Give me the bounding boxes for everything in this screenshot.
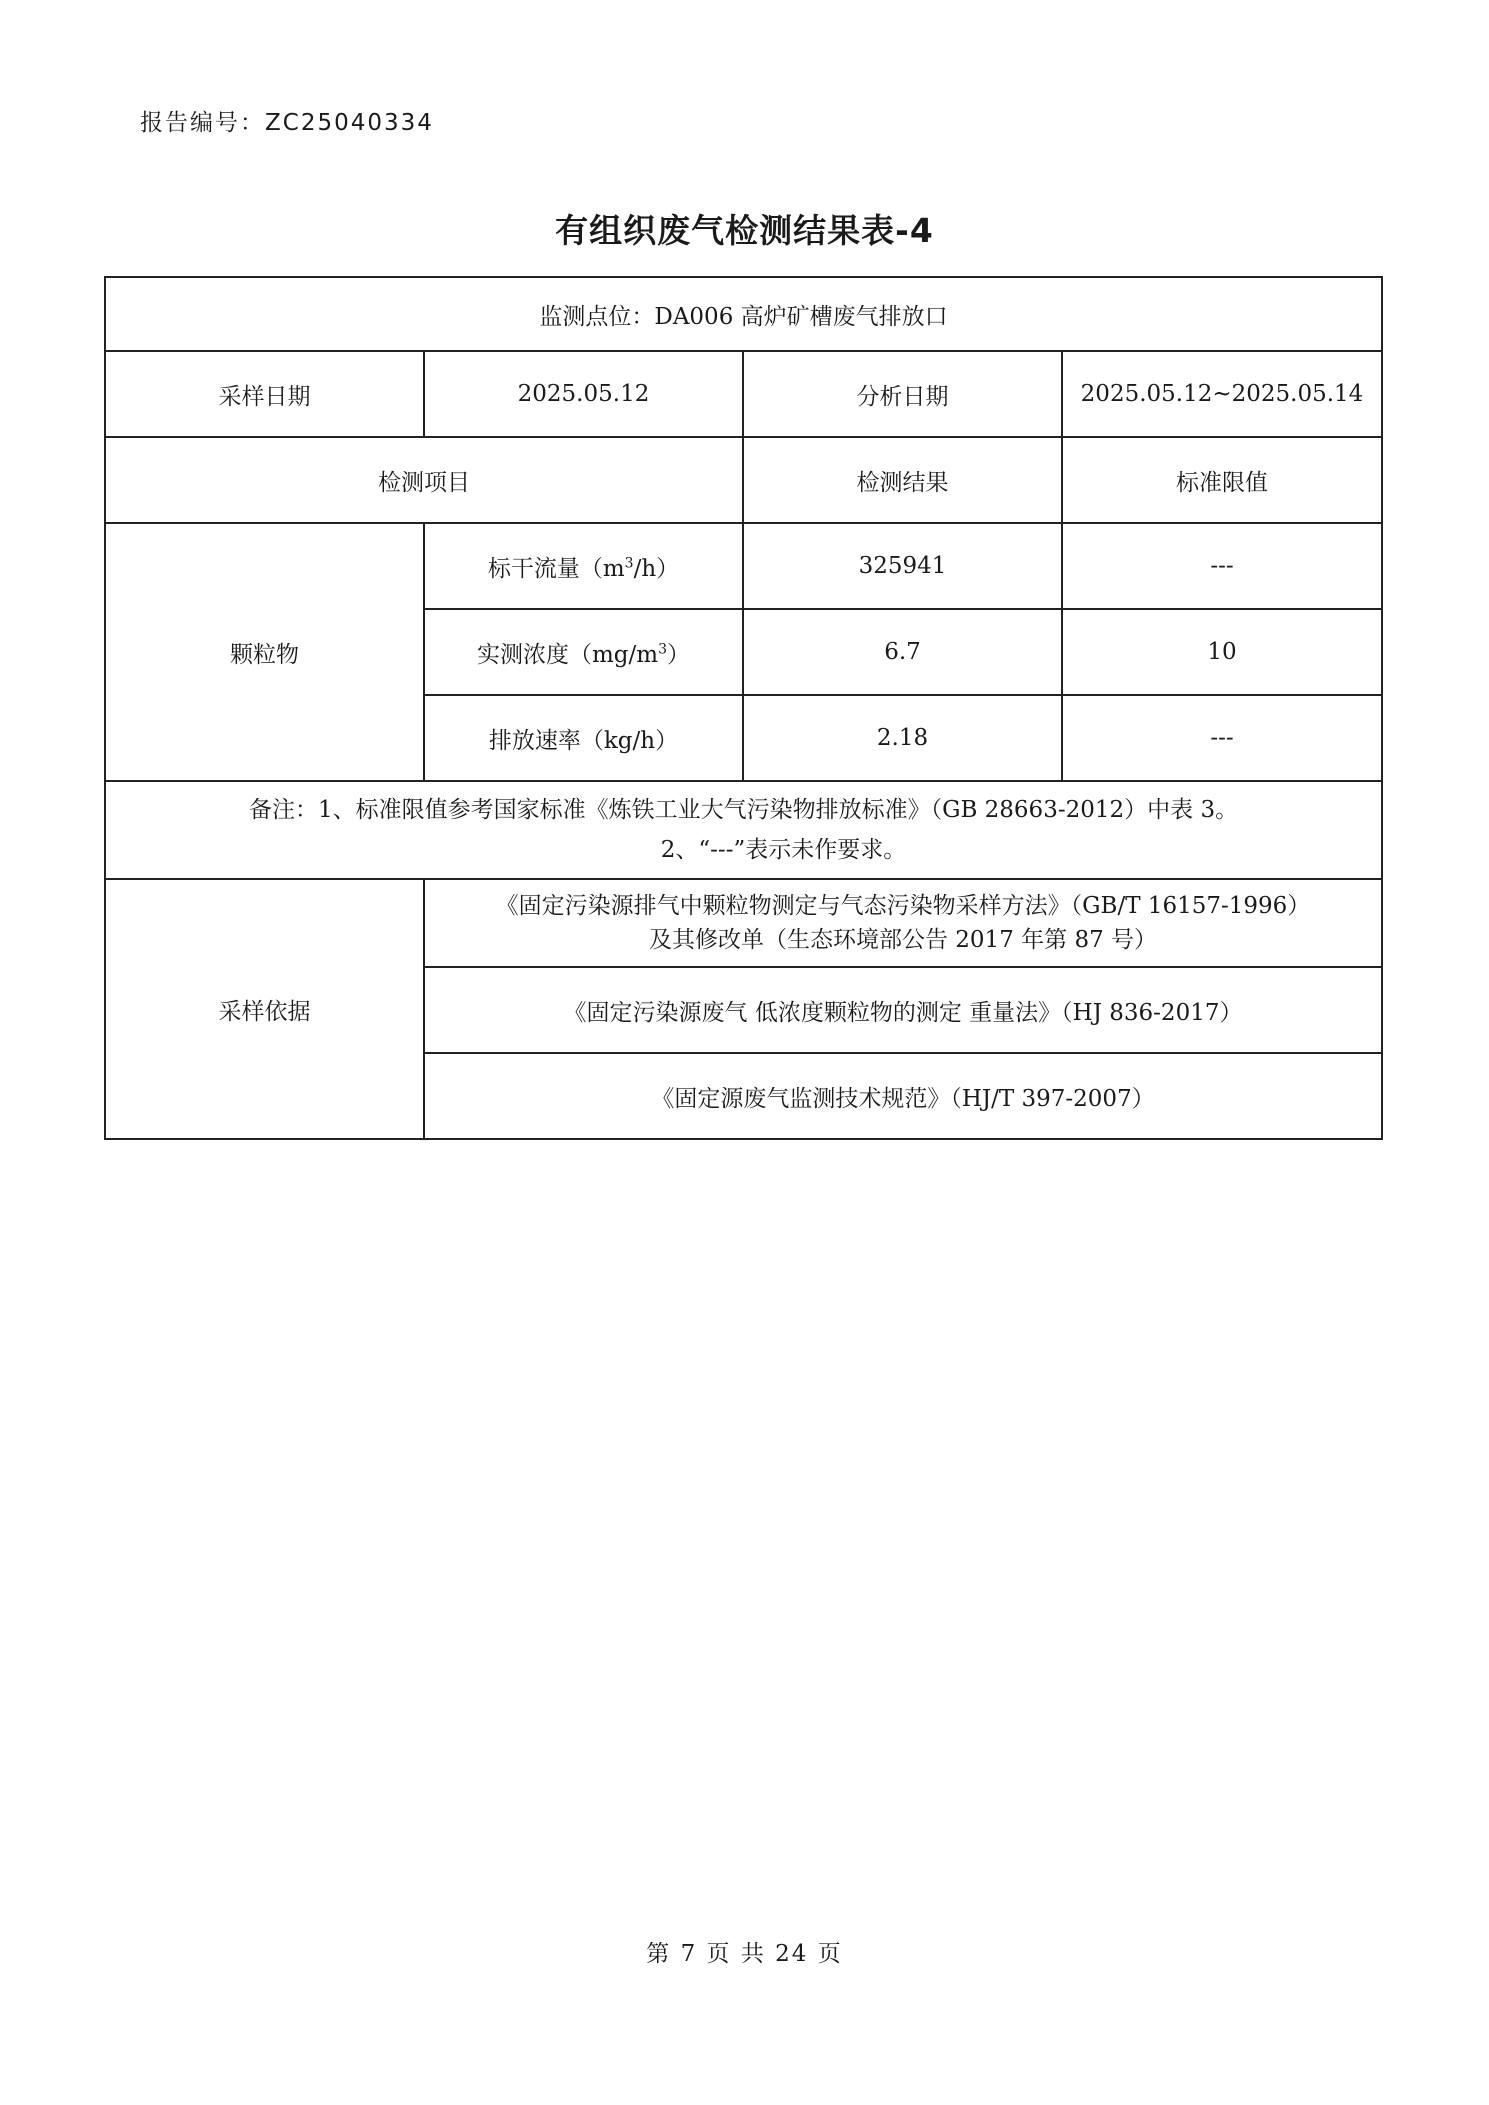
row-result: 6.7 xyxy=(743,609,1062,695)
row-limit: --- xyxy=(1062,695,1382,781)
param-name-sup: 3 xyxy=(658,640,667,657)
basis-label: 采样依据 xyxy=(105,879,424,1139)
row-param-name xyxy=(424,609,743,695)
page-title: 有组织废气检测结果表-4 xyxy=(555,211,934,250)
row-param-name xyxy=(424,695,743,781)
page-footer: 第 7 页 共 24 页 xyxy=(646,1941,843,1967)
basis-line: 《固定污染源排气中颗粒物测定与气态污染物采样方法》（GB/T 16157-1996） xyxy=(495,893,1311,919)
param-name-text: 标干流量（m xyxy=(487,555,625,582)
monitoring-point: 监测点位：DA006 高炉矿槽废气排放口 xyxy=(105,277,1382,351)
row-param-name xyxy=(424,523,743,609)
notes-cell xyxy=(105,781,1382,879)
param-name-sup: 3 xyxy=(624,554,634,571)
row-limit: 10 xyxy=(1062,609,1382,695)
header-result: 检测结果 xyxy=(743,437,1062,523)
header-item: 检测项目 xyxy=(105,437,743,523)
param-name-suffix: ） xyxy=(667,641,690,668)
basis-item xyxy=(424,879,1382,967)
header-limit: 标准限值 xyxy=(1062,437,1382,523)
row-result: 2.18 xyxy=(743,695,1062,781)
row-result: 325941 xyxy=(743,523,1062,609)
report-number: 报告编号：ZC25040334 xyxy=(140,110,434,136)
sampling-date-label: 采样日期 xyxy=(105,351,424,437)
basis-item: 《固定污染源废气 低浓度颗粒物的测定 重量法》（HJ 836-2017） xyxy=(424,967,1382,1053)
note-line: 备注：1、标准限值参考国家标准《炼铁工业大气污染物排放标准》（GB 28663-2012）中表 3。 xyxy=(248,797,1239,823)
param-name-suffix: /h） xyxy=(633,555,680,582)
basis-line: 及其修改单（生态环境部公告 2017 年第 87 号） xyxy=(648,927,1158,953)
analysis-date-label: 分析日期 xyxy=(743,351,1062,437)
results-table xyxy=(104,276,1383,1140)
basis-item: 《固定源废气监测技术规范》（HJ/T 397-2007） xyxy=(424,1053,1382,1139)
param-name-text: 实测浓度（mg/m xyxy=(476,641,659,668)
row-limit: --- xyxy=(1062,523,1382,609)
pollutant-name: 颗粒物 xyxy=(105,523,424,781)
analysis-date-value: 2025.05.12~2025.05.14 xyxy=(1062,351,1382,437)
param-name-text: 排放速率（kg/h） xyxy=(488,727,679,754)
sampling-date-value: 2025.05.12 xyxy=(424,351,743,437)
note-line: 2、“---”表示未作要求。 xyxy=(660,837,907,863)
